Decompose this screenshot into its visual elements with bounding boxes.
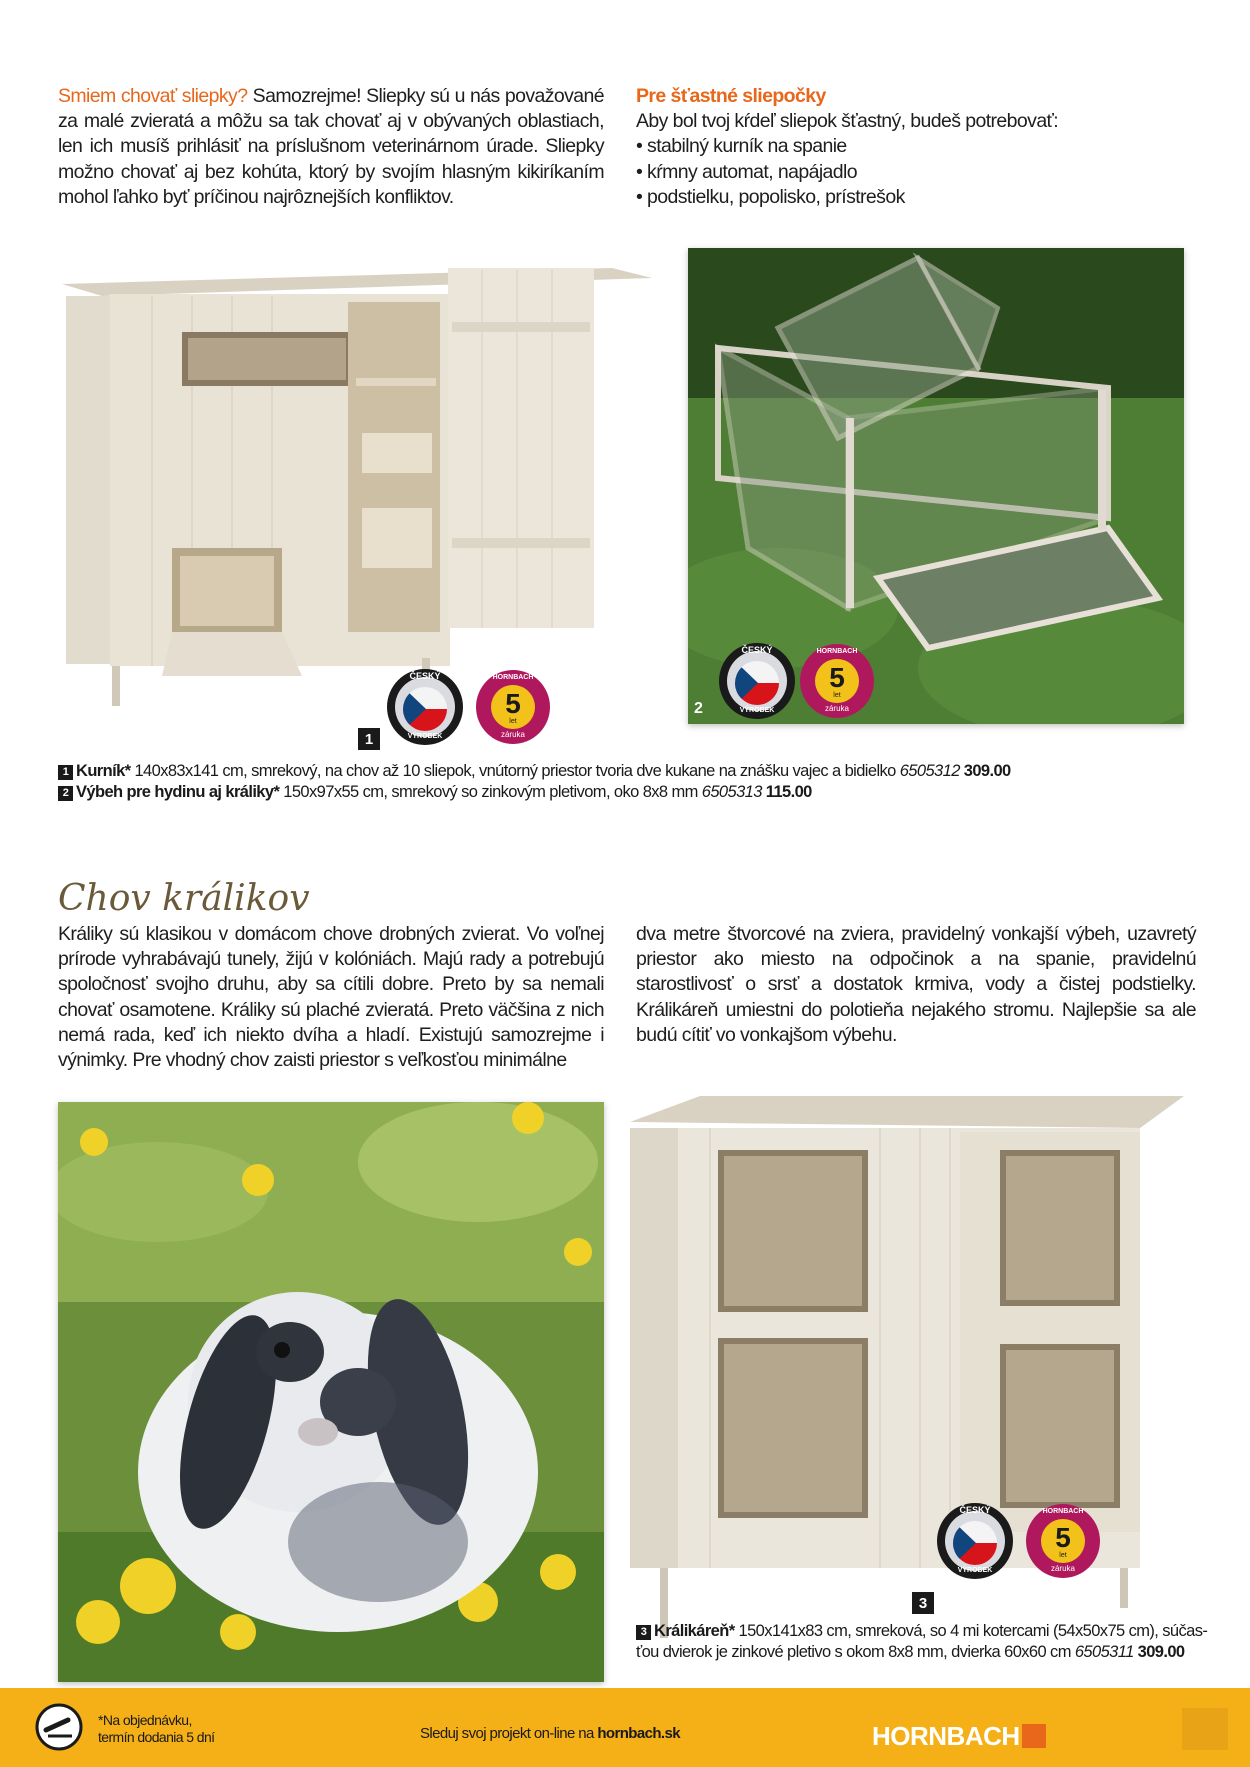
warranty-badge-sub: záruka xyxy=(500,730,525,739)
intro-body: Samozrejme! Sliepky sú u nás považované za malé zvieratá a môžu sa tak chovať aj v obývaných oblastiach, len ich musíš prihlásiť na príslušnom veterinárnom úrade. Sliepky možno chovať aj bez kohúta, ktorý by svojím hlasným kikiríkaním mohol ľahko byť príčinou najrôznejších konfliktov. xyxy=(58,85,604,208)
product-code: 6505312 xyxy=(899,762,960,780)
rabbits-left-text: Králiky sú klasikou v domácom chove drobných zvierat. Vo voľnej prírode vyhrabávajú tunely, žijú v kolóniách. Majú rady a potrebujú spoločnosť svojho druhu, aby sa cítili dobre. Preto by sa nemali chovať osamotene. Králiky sú plaché zvieratá. Preto väčšina z nich nemá rada, keď ich niekto dvíha a hladí. Existujú samozrejme i výnimky. Pre vhodný chov zaisti priestor s veľkosťou minimálne xyxy=(58,923,604,1072)
page-tab xyxy=(1182,1708,1228,1750)
intro-lead: Smiem chovať sliepky? xyxy=(58,85,248,107)
czech-product-badge-2 xyxy=(718,642,796,720)
list-item: • kŕmny automat, napájadlo xyxy=(636,160,1196,185)
list-item: • stabilný kurník na spanie xyxy=(636,134,1196,159)
czech-badge-top: ČESKÝ xyxy=(409,671,441,681)
czech-badge-top: ČESKÝ xyxy=(959,1505,991,1515)
warranty-badge-unit: let xyxy=(833,692,841,699)
product-price: 309.00 xyxy=(959,762,1011,780)
product-line-3 xyxy=(636,1621,1207,1642)
product-index: 2 xyxy=(58,786,73,801)
happy-hens-list xyxy=(636,134,1196,210)
warranty-badge-number: 5 xyxy=(829,662,845,693)
warranty-badge-sub: záruka xyxy=(1050,1564,1075,1573)
coop-photo xyxy=(52,248,662,724)
rabbit-illustration xyxy=(58,1102,604,1682)
czech-product-badge-1 xyxy=(386,668,464,746)
hornbach-logo-mark-icon xyxy=(1022,1724,1046,1748)
product-name: Kurník* xyxy=(76,762,131,780)
warranty-badge-1 xyxy=(474,668,552,746)
warranty-badge-number: 5 xyxy=(1055,1522,1071,1553)
rabbit-photo xyxy=(58,1102,604,1682)
product-code: 6505313 xyxy=(701,783,762,801)
footer-note-line1: *Na objednávku, xyxy=(98,1712,192,1728)
product-line-3b xyxy=(636,1642,1185,1663)
rabbits-title: Chov králikov xyxy=(58,878,310,919)
warranty-badge-top: HORNBACH xyxy=(492,674,534,681)
hornbach-logo xyxy=(872,1721,1046,1752)
warranty-badge-top: HORNBACH xyxy=(1042,1508,1084,1515)
delivery-icon xyxy=(34,1702,84,1752)
product-index: 3 xyxy=(636,1625,651,1640)
hornbach-logo-text: HORNBACH xyxy=(872,1721,1020,1751)
warranty-badge-unit: let xyxy=(1059,1552,1067,1559)
happy-hens-box xyxy=(636,84,1196,210)
footer-note-line2: termín dodania 5 dní xyxy=(98,1729,215,1745)
czech-badge-bottom: VÝROBEK xyxy=(957,1567,993,1574)
happy-hens-title: Pre šťastné sliepočky xyxy=(636,85,826,107)
product-price: 309.00 xyxy=(1133,1643,1185,1661)
czech-product-badge-3 xyxy=(936,1502,1014,1580)
warranty-badge-sub: záruka xyxy=(824,704,849,713)
happy-hens-intro: Aby bol tvoj kŕdeľ sliepok šťastný, budeš potrebovať: xyxy=(636,110,1059,133)
warranty-badge-3 xyxy=(1024,1502,1102,1580)
footer-tracking-text xyxy=(420,1725,680,1742)
hornbach-link[interactable]: hornbach.sk xyxy=(597,1725,680,1742)
warranty-badge-number: 5 xyxy=(505,688,521,719)
coop-illustration xyxy=(52,248,662,724)
czech-badge-bottom: VÝROBEK xyxy=(407,733,443,740)
product-code: 6505311 xyxy=(1074,1643,1134,1661)
product-line-1 xyxy=(58,761,1011,782)
photo-number-2: 2 xyxy=(694,700,703,717)
warranty-badge-unit: let xyxy=(509,718,517,725)
warranty-badge-2 xyxy=(798,642,876,720)
footer-tracking-label: Sleduj svoj projekt on-line na xyxy=(420,1725,598,1742)
product-desc: 140x83x141 cm, smrekový, na chov až 10 sliepok, vnútorný priestor tvoria dve kukane na znášku vajec a bidielko xyxy=(130,762,900,780)
product-name: Králikáreň* xyxy=(654,1622,735,1640)
photo-number-1: 1 xyxy=(358,728,380,750)
rabbits-right-text: dva metre štvorcové na zviera, pravidelný vonkajší výbeh, uzavretý priestor ako miesto na odpočinok a na spanie, pravidelnú starostlivosť o srsť a dostatok krmiva, vody a čistej podstielky. Králikáreň umiestni do polotieňa nejakého stromu. Najlepšie sa ale budú cítiť vo vonkajšom výbehu. xyxy=(636,923,1196,1046)
product-index: 1 xyxy=(58,765,73,780)
warranty-badge-top: HORNBACH xyxy=(816,648,858,655)
product-name: Výbeh pre hydinu aj králiky* xyxy=(76,783,280,801)
product-line-2 xyxy=(58,782,812,803)
product-desc-cont: ťou dvierok je zinkové pletivo s okom 8x8 mm, dvierka 60x60 cm xyxy=(636,1643,1075,1661)
czech-badge-bottom: VÝROBEK xyxy=(739,707,775,714)
product-desc: 150x97x55 cm, smrekový so zinkovým pletivom, oko 8x8 mm xyxy=(279,783,702,801)
list-item: • podstielku, popolisko, prístrešok xyxy=(636,185,1196,210)
photo-number-3: 3 xyxy=(912,1592,934,1614)
product-price: 115.00 xyxy=(761,783,812,801)
czech-badge-top: ČESKÝ xyxy=(741,645,773,655)
intro-text xyxy=(58,84,604,210)
footer-note xyxy=(98,1712,214,1746)
product-desc: 150x141x83 cm, smreková, so 4 mi kotercami (54x50x75 cm), súčas- xyxy=(734,1622,1208,1640)
